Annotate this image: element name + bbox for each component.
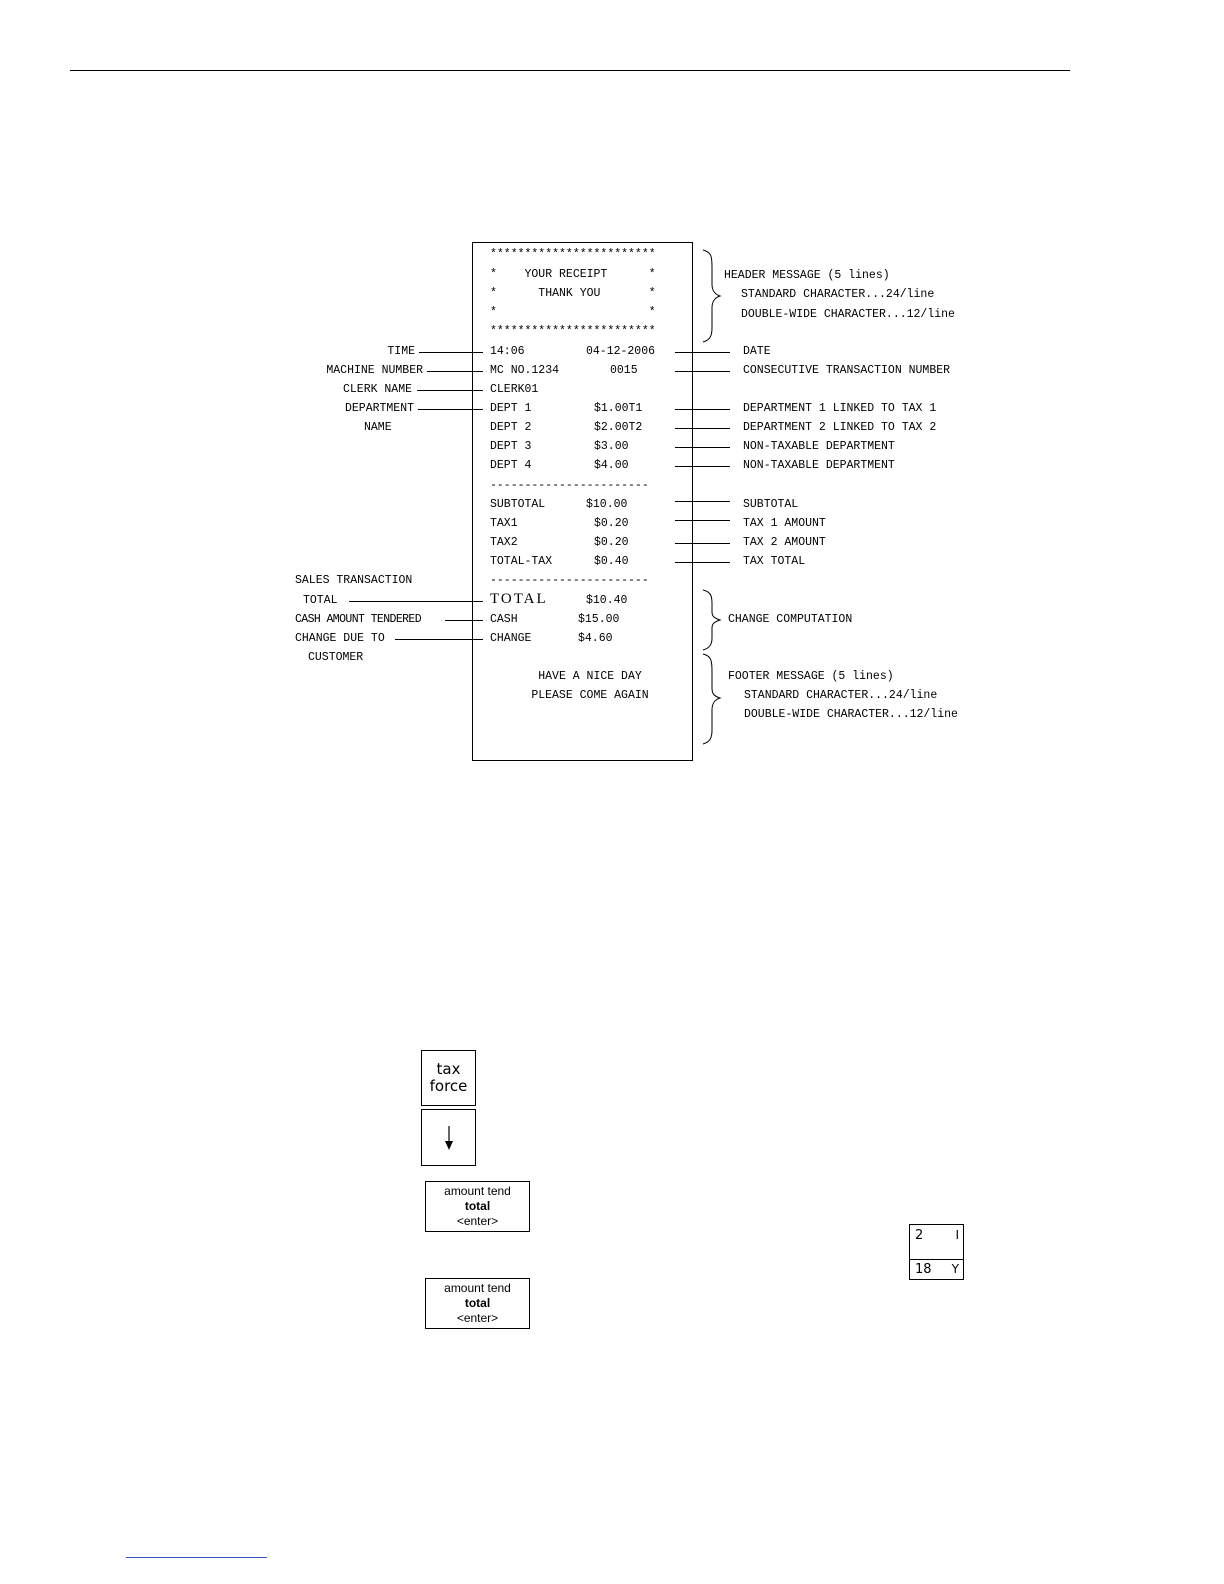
mini-table-cell: Y (951, 1262, 959, 1276)
receipt-time: 14:06 (490, 345, 525, 358)
key-line-bold: total (464, 1296, 491, 1310)
change-brace (703, 590, 720, 650)
label-footer-message: FOOTER MESSAGE (5 lines) (728, 670, 894, 683)
receipt-transaction-number: 0015 (610, 364, 638, 377)
receipt-header-line3: * * (490, 306, 656, 319)
tax-force-key-line1: tax (436, 1060, 461, 1078)
label-footer-standard: STANDARD CHARACTER...24/line (744, 689, 938, 702)
label-date: DATE (743, 345, 771, 358)
leader-line (349, 601, 483, 602)
receipt-item-name: DEPT 4 (490, 459, 532, 472)
receipt-change-label: CHANGE (490, 632, 532, 645)
amount-tend-total-key[interactable] (425, 1278, 530, 1329)
footer-brace (703, 654, 720, 744)
brace-marks (700, 248, 726, 748)
receipt-change-value: $4.60 (578, 632, 613, 645)
receipt-clerk: CLERK01 (490, 383, 539, 396)
receipt-tax1-label: TAX1 (490, 517, 518, 530)
label-tax1-amount: TAX 1 AMOUNT (743, 517, 826, 530)
label-time: TIME (387, 345, 415, 358)
label-change-due: CHANGE DUE TO (295, 632, 385, 645)
label-customer: CUSTOMER (308, 651, 364, 664)
mini-table-row (910, 1225, 963, 1260)
label-consecutive-number: CONSECUTIVE TRANSACTION NUMBER (743, 364, 951, 377)
receipt-tax1-value: $0.20 (594, 517, 629, 530)
receipt-subtotal-label: SUBTOTAL (490, 498, 546, 511)
key-line: amount tend (444, 1184, 511, 1198)
bottom-link-rule (126, 1557, 267, 1558)
mini-table-cell: 2 (915, 1228, 924, 1243)
receipt-tax2-value: $0.20 (594, 536, 629, 549)
receipt-header-line1: * YOUR RECEIPT * (490, 268, 656, 281)
leader-line (395, 639, 483, 640)
receipt-item-name: DEPT 3 (490, 440, 532, 453)
mini-table-cell: I (955, 1228, 959, 1242)
leader-line (417, 390, 483, 391)
receipt-header-line2: * THANK YOU * (490, 287, 656, 300)
label-footer-double: DOUBLE-WIDE CHARACTER...12/line (744, 708, 958, 721)
down-arrow-icon (443, 1125, 455, 1151)
label-department-name: NAME (364, 421, 392, 434)
tax-force-key-line2: force (429, 1077, 468, 1095)
receipt-item-price: $1.00T1 (594, 402, 643, 415)
mini-table-row (910, 1260, 963, 1279)
receipt-item-price: $2.00T2 (594, 421, 643, 434)
label-machine-number: MACHINE NUMBER (326, 364, 423, 377)
receipt-item-name: DEPT 2 (490, 421, 532, 434)
receipt-cash-label: CASH (490, 613, 518, 626)
mini-table-cell: 18 (915, 1262, 932, 1277)
label-tax-total: TAX TOTAL (743, 555, 806, 568)
label-header-message: HEADER MESSAGE (5 lines) (724, 269, 890, 282)
receipt-totaltax-value: $0.40 (594, 555, 629, 568)
leader-line (419, 352, 483, 353)
receipt-item-price: $3.00 (594, 440, 629, 453)
down-arrow-key[interactable] (421, 1109, 476, 1166)
mini-table (909, 1224, 964, 1280)
label-clerk-name: CLERK NAME (342, 383, 412, 396)
leader-line (427, 371, 483, 372)
header-brace (703, 250, 720, 342)
receipt-total-label: TOTAL (490, 591, 548, 607)
label-dept1-tax: DEPARTMENT 1 LINKED TO TAX 1 (743, 402, 937, 415)
receipt-divider: ----------------------- (490, 574, 649, 587)
leader-line (418, 409, 483, 410)
label-change-computation: CHANGE COMPUTATION (728, 613, 853, 626)
tax-force-key[interactable] (421, 1050, 476, 1106)
receipt-stars-top: ************************ (490, 248, 656, 261)
receipt-cash-value: $15.00 (578, 613, 620, 626)
receipt-footer-line1: HAVE A NICE DAY (538, 670, 642, 683)
amount-tend-total-key[interactable] (425, 1181, 530, 1232)
receipt-subtotal-value: $10.00 (586, 498, 628, 511)
label-cash-tendered: CASH AMOUNT TENDERED (295, 613, 422, 626)
label-header-standard: STANDARD CHARACTER...24/line (741, 288, 935, 301)
receipt-machine-number: MC NO.1234 (490, 364, 560, 377)
receipt-stars-bottom: ************************ (490, 325, 656, 338)
key-line: <enter> (456, 1311, 499, 1325)
key-line: amount tend (444, 1281, 511, 1295)
receipt-footer-line2: PLEASE COME AGAIN (531, 689, 649, 702)
label-sales-total: TOTAL (303, 594, 338, 607)
receipt-item-name: DEPT 1 (490, 402, 532, 415)
key-line: <enter> (456, 1214, 499, 1228)
receipt-item-price: $4.00 (594, 459, 629, 472)
label-dept3-nontax: NON-TAXABLE DEPARTMENT (743, 440, 895, 453)
receipt-tax2-label: TAX2 (490, 536, 518, 549)
label-department: DEPARTMENT (344, 402, 414, 415)
label-dept2-tax: DEPARTMENT 2 LINKED TO TAX 2 (743, 421, 937, 434)
label-header-double: DOUBLE-WIDE CHARACTER...12/line (741, 308, 955, 321)
key-line-bold: total (464, 1199, 491, 1213)
label-tax2-amount: TAX 2 AMOUNT (743, 536, 826, 549)
top-rule (70, 70, 1070, 71)
receipt-divider: ----------------------- (490, 479, 649, 492)
label-subtotal: SUBTOTAL (743, 498, 799, 511)
receipt-date: 04-12-2006 (586, 345, 656, 358)
receipt-total-value: $10.40 (586, 594, 628, 607)
label-dept4-nontax: NON-TAXABLE DEPARTMENT (743, 459, 895, 472)
label-sales-transaction: SALES TRANSACTION (295, 574, 413, 587)
receipt-totaltax-label: TOTAL-TAX (490, 555, 553, 568)
leader-line (445, 620, 483, 621)
